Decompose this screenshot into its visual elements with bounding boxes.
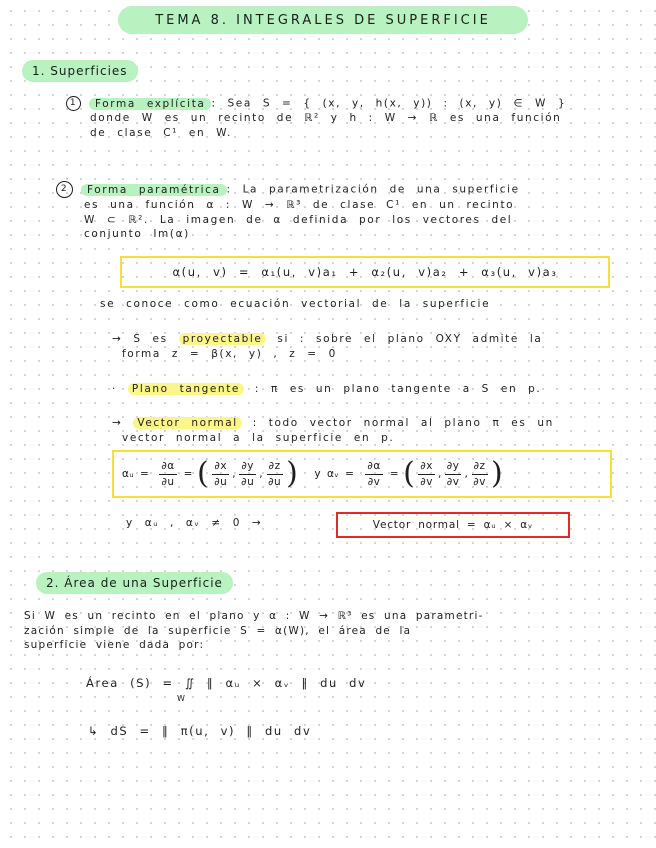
item-number-1: 1 [66, 96, 81, 111]
au-den: ∂u [161, 475, 175, 488]
vector-equation-box [120, 256, 610, 288]
av-comp-z: $\frac{\partial z}{\partial v}$ [473, 460, 486, 488]
section-2-heading-text: 2. Área de una Superficie [46, 576, 223, 590]
area-integral-subscript: W [177, 694, 185, 703]
projectable-prefix: → S es [112, 333, 168, 345]
av-num: ∂α [365, 459, 382, 475]
tangent-plane-block [112, 382, 541, 397]
parametric-form-line1: : La parametrización de una superficie [226, 183, 520, 196]
partials-equation: αᵤ = $\frac{\partial\alpha}{\partial u}$ = ( $\frac{\partial x}{\partial u}$ , $\frac{\partial y}{\partial u}$ , $\frac{\partial z}{\partial u}$ ) y αᵥ = $\frac{\partial\alpha}{\partial v}$ = ( $\frac{\partial x}{\partial v}$ , $\frac{\partial y}{\partial v}$ , $\frac{\partial z}{\partial v}$ ) [122, 456, 504, 491]
tangent-plane-text: : π es un plano tangente a S en p. [254, 383, 542, 395]
au-lhs: αᵤ = [122, 467, 150, 480]
parametric-form-label: Forma paramétrica [81, 184, 227, 196]
parametric-form-line4: conjunto Im(α) [84, 228, 190, 240]
normal-vector-block [112, 416, 632, 445]
nonzero-text: y αᵤ , αᵥ ≠ 0 → [126, 517, 263, 529]
au-comp-x: $\frac{\partial x}{\partial u}$ [214, 460, 228, 488]
au-comp-y: $\frac{\partial y}{\partial u}$ [241, 460, 255, 488]
normal-vector-label: Vector normal [133, 417, 241, 429]
projectable-label: proyectable [179, 333, 267, 345]
area-formula-text: Área (S) = ∬ ‖ αᵤ × αᵥ ‖ du dv [86, 676, 367, 690]
page-title [118, 6, 528, 34]
section-1-heading-text: 1. Superficies [32, 64, 128, 78]
av-den: ∂v [367, 475, 381, 488]
vector-equation: α(u, v) = α₁(u, v)a₁ + α₂(u, v)a₂ + α₃(u, v)a₃ [172, 264, 558, 279]
au-fraction [159, 459, 176, 489]
av-comp-x: $\frac{\partial x}{\partial v}$ [420, 460, 433, 488]
area-description [24, 609, 644, 653]
explicit-form-line1: : Sea S = { (x, y, h(x, y)) : (x, y) ∈ W } [211, 97, 567, 110]
normal-formula-box [336, 512, 570, 538]
section-1-heading [22, 60, 138, 82]
ds-formula: ↳ dS = ‖ π(u, v) ‖ du dv [88, 724, 312, 738]
explicit-form-line2: donde W es un recinto de ℝ² y h : W → ℝ es una función [90, 112, 562, 124]
parametric-form-line3: W ⊂ ℝ². La imagen de α definida por los vectores del [84, 213, 513, 226]
parametric-form-line2: es una función α : W → ℝ³ de clase C¹ en un recinto [84, 199, 515, 211]
au-num: ∂α [159, 459, 176, 475]
parametric-form-block [56, 181, 636, 242]
projectable-line1: si : sobre el plano OXY admite la [277, 333, 543, 345]
area-line2: zación simple de la superficie S = α(W), el área de la [24, 624, 412, 637]
tangent-plane-prefix: · [112, 383, 117, 395]
explicit-form-label: Forma explícita [89, 98, 211, 110]
area-line3: superficie viene dada por: [24, 639, 205, 651]
normal-vector-line2: vector normal a la superficie en p. [122, 431, 395, 444]
known-as-text: se conoce como ecuación vectorial de la superficie [100, 298, 491, 310]
av-fraction [365, 459, 382, 489]
explicit-form-block [66, 96, 636, 140]
av-comp-y: $\frac{\partial y}{\partial v}$ [446, 460, 460, 488]
projectable-line2: forma z = β(x, y) , z = 0 [122, 347, 337, 360]
av-lhs: y αᵥ = [314, 467, 355, 480]
au-comp-z: $\frac{\partial z}{\partial u}$ [268, 460, 282, 488]
section-2-heading [36, 572, 233, 594]
partials-box [112, 450, 612, 498]
tangent-plane-label: Plano tangente [128, 383, 244, 395]
area-line1: Si W es un recinto en el plano y α : W → ℝ³ es una parametri- [24, 610, 484, 622]
page-title-text: TEMA 8. INTEGRALES DE SUPERFICIE [155, 12, 491, 28]
area-formula [86, 676, 366, 691]
projectable-block [112, 332, 632, 361]
normal-vector-line1: : todo vector normal al plano π es un [252, 417, 554, 429]
normal-vector-prefix: → [112, 417, 123, 429]
normal-formula: Vector normal = αᵤ × αᵥ [372, 518, 534, 531]
item-number-2: 2 [56, 181, 73, 198]
explicit-form-line3: de clase C¹ en W. [90, 126, 232, 139]
